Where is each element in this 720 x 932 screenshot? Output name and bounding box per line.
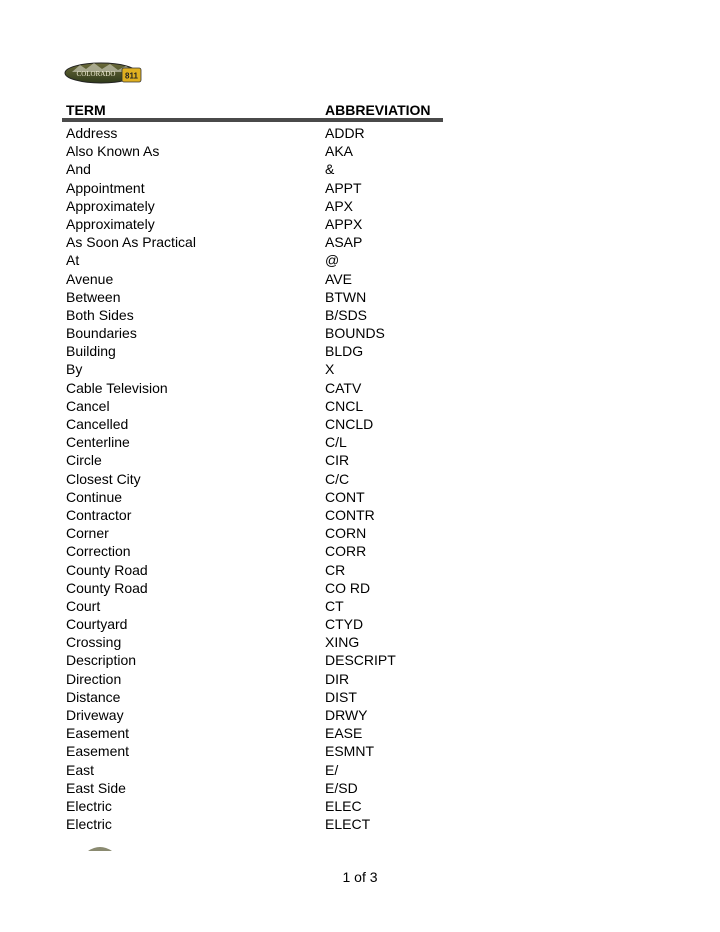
term-cell: Correction — [66, 543, 131, 560]
term-cell: Crossing — [66, 634, 122, 651]
table-row — [66, 761, 446, 779]
term-cell: Circle — [66, 452, 102, 469]
abbreviation-cell: AVE — [325, 270, 352, 287]
table-row — [66, 451, 446, 469]
table-row — [66, 306, 446, 324]
abbreviation-cell: ELECT — [325, 816, 371, 833]
page-number: 1 of 3 — [342, 869, 378, 885]
table-row — [66, 779, 446, 797]
term-cell: East — [66, 761, 95, 778]
term-cell: Centerline — [66, 434, 130, 451]
term-cell: Direction — [66, 670, 122, 687]
term-cell: Electric — [66, 816, 112, 833]
abbreviation-cell: BTWN — [325, 288, 367, 305]
table-row — [66, 470, 446, 488]
table-row — [66, 379, 446, 397]
term-cell: Easement — [66, 725, 130, 742]
abbreviation-cell: ESMNT — [325, 743, 374, 760]
term-cell: Distance — [66, 688, 121, 705]
abbreviation-cell: DESCRIPT — [325, 652, 396, 669]
abbreviation-cell: BOUNDS — [325, 325, 385, 342]
table-row — [66, 688, 446, 706]
table-row — [66, 670, 446, 688]
abbreviation-cell: CONTR — [325, 506, 375, 523]
table-row — [66, 342, 446, 360]
abbreviation-cell: & — [325, 161, 335, 178]
abbreviation-cell: C/L — [325, 434, 347, 451]
abbreviation-cell: CONT — [325, 488, 365, 505]
abbreviation-cell: C/C — [325, 470, 350, 487]
abbreviation-cell: APPX — [325, 215, 363, 232]
term-cell: Courtyard — [66, 616, 128, 633]
abbreviation-cell: @ — [325, 252, 340, 269]
table-row — [66, 797, 446, 815]
term-cell: Approximately — [66, 215, 155, 232]
table-row — [66, 197, 446, 215]
table-row — [66, 270, 446, 288]
term-cell: And — [66, 161, 91, 178]
table-row — [66, 233, 446, 251]
abbreviation-cell: BLDG — [325, 343, 364, 360]
table-row — [66, 124, 446, 142]
abbreviation-cell: XING — [325, 634, 360, 651]
abbreviation-cell: APPT — [325, 179, 362, 196]
term-cell: Both Sides — [66, 306, 134, 323]
table-row — [66, 524, 446, 542]
term-cell: Driveway — [66, 707, 124, 723]
term-cell: East Side — [66, 779, 126, 796]
abbreviation-cell: CR — [325, 561, 346, 578]
term-cell: Between — [66, 288, 121, 305]
table-row — [66, 724, 446, 742]
term-cell: Cancel — [66, 397, 110, 414]
table-row — [66, 742, 446, 760]
table-row — [66, 415, 446, 433]
abbreviation-cell: E/ — [325, 761, 339, 778]
table-row — [66, 706, 446, 724]
table-row — [66, 179, 446, 197]
term-cell: At — [66, 252, 80, 269]
abbreviation-cell: CATV — [325, 379, 362, 396]
abbreviation-cell: ELEC — [325, 797, 362, 814]
abbreviation-cell: CORN — [325, 525, 367, 542]
term-cell: County Road — [66, 579, 148, 596]
term-cell: Building — [66, 343, 116, 360]
term-cell: By — [66, 361, 83, 378]
term-cell: As Soon As Practical — [66, 234, 196, 251]
table-row — [66, 160, 446, 178]
table-row — [66, 506, 446, 524]
table-row — [66, 433, 446, 451]
term-cell: Cable Television — [66, 379, 168, 396]
svg-text:COLORADO: COLORADO — [76, 70, 116, 78]
term-cell: Continue — [66, 488, 123, 505]
term-cell: Easement — [66, 743, 130, 760]
abbreviation-column-header: ABBREVIATION — [325, 102, 431, 118]
abbreviation-cell: DIR — [325, 670, 350, 687]
term-cell: Contractor — [66, 506, 132, 523]
table-row — [66, 597, 446, 615]
term-column-header: TERM — [66, 102, 106, 118]
term-cell: Cancelled — [66, 416, 129, 432]
term-cell: Court — [66, 597, 101, 614]
abbreviation-cell: DIST — [325, 688, 357, 705]
abbreviation-cell: EASE — [325, 725, 363, 742]
abbreviation-cell: B/SDS — [325, 306, 368, 323]
abbreviation-cell: APX — [325, 197, 354, 214]
table-row — [66, 651, 446, 669]
table-row — [66, 251, 446, 269]
abbreviation-cell: CNCLD — [325, 416, 374, 432]
table-header — [66, 102, 442, 119]
abbreviation-cell: ASAP — [325, 234, 363, 251]
abbreviation-table — [66, 124, 446, 833]
term-cell: Boundaries — [66, 325, 137, 342]
table-row — [66, 633, 446, 651]
table-row — [66, 579, 446, 597]
term-cell: Appointment — [66, 179, 145, 196]
header-divider — [62, 118, 443, 122]
abbreviation-cell: CTYD — [325, 616, 364, 633]
abbreviation-cell: CO RD — [325, 579, 371, 596]
abbreviation-cell: X — [325, 361, 335, 378]
colorado-811-logo — [64, 60, 142, 86]
table-row — [66, 324, 446, 342]
table-row — [66, 397, 446, 415]
svg-text:811: 811 — [125, 71, 138, 81]
abbreviation-cell: DRWY — [325, 707, 368, 723]
abbreviation-cell: CIR — [325, 452, 350, 469]
table-row — [66, 215, 446, 233]
table-row — [66, 142, 446, 160]
abbreviation-cell: CNCL — [325, 397, 364, 414]
table-row — [66, 542, 446, 560]
table-row — [66, 815, 446, 833]
abbreviation-cell: ADDR — [325, 125, 365, 141]
abbreviation-cell: CORR — [325, 543, 367, 560]
term-cell: Approximately — [66, 197, 155, 214]
table-row — [66, 561, 446, 579]
logo-fragment-icon — [86, 845, 114, 851]
table-row — [66, 360, 446, 378]
table-row — [66, 488, 446, 506]
abbreviation-cell: AKA — [325, 143, 354, 160]
abbreviation-cell: CT — [325, 597, 344, 614]
term-cell: Electric — [66, 797, 112, 814]
term-cell: Corner — [66, 525, 109, 542]
term-cell: County Road — [66, 561, 148, 578]
term-cell: Avenue — [66, 270, 114, 287]
table-row — [66, 288, 446, 306]
term-cell: Closest City — [66, 470, 141, 487]
term-cell: Address — [66, 125, 118, 141]
table-row — [66, 615, 446, 633]
term-cell: Also Known As — [66, 143, 160, 160]
term-cell: Description — [66, 652, 137, 669]
abbreviation-cell: E/SD — [325, 779, 358, 796]
